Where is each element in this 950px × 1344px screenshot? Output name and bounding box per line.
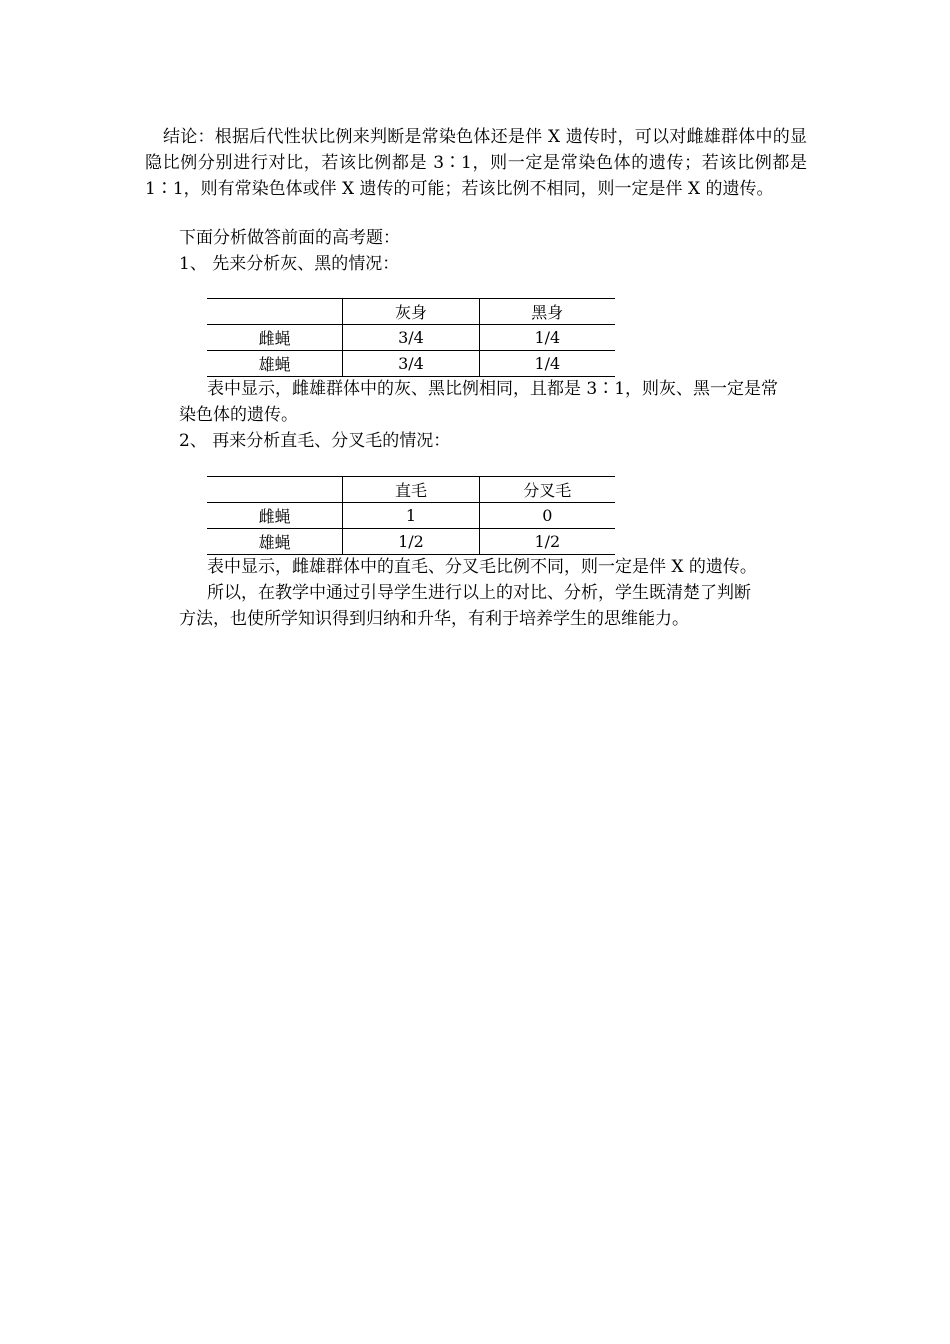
- table-header-cell: 分叉毛: [479, 477, 615, 503]
- color-ratio-table: [207, 298, 615, 377]
- hair-ratio-table: [207, 476, 615, 555]
- section2-note: 表中显示，雌雄群体中的直毛、分叉毛比例不同，则一定是伴 X 的遗传。: [207, 557, 757, 577]
- table-header-cell: 直毛: [343, 477, 479, 503]
- table-header-row: [207, 477, 615, 503]
- table-cell: [207, 299, 343, 325]
- table-row: [207, 325, 615, 351]
- table-cell: 1/2: [343, 529, 479, 555]
- table-cell: 0: [479, 503, 615, 529]
- table-row: [207, 529, 615, 555]
- table-cell: [207, 477, 343, 503]
- section1-note-line1: 表中显示，雌雄群体中的灰、黑比例相同，且都是 3∶1，则灰、黑一定是常: [207, 379, 779, 399]
- table-cell: 1/4: [479, 325, 615, 351]
- row-label: 雌蝇: [207, 503, 343, 529]
- conclusion-paragraph: 结论：根据后代性状比例来判断是常染色体还是伴 X 遗传时，可以对雌雄群体中的显隐比例分别进行对比，若该比例都是 3∶1，则一定是常染色体的遗传；若该比例都是 1∶1，则有常染色体或伴 X 遗传的可能；若该比例不相同，则一定是伴 X 的遗传。: [145, 127, 807, 199]
- summary-line1: 所以，在教学中通过引导学生进行以上的对比、分析，学生既清楚了判断: [207, 583, 751, 603]
- table-row: [207, 351, 615, 377]
- table-cell: 3/4: [343, 351, 479, 377]
- table-header-row: [207, 299, 615, 325]
- table-row: [207, 503, 615, 529]
- table-cell: 3/4: [343, 325, 479, 351]
- section1-note-line2: 染色体的遗传。: [179, 405, 298, 425]
- section2-heading: 2、 再来分析直毛、分叉毛的情况：: [179, 431, 451, 451]
- row-label: 雄蝇: [207, 351, 343, 377]
- section1-heading: 1、 先来分析灰、黑的情况：: [179, 254, 400, 274]
- row-label: 雄蝇: [207, 529, 343, 555]
- table-cell: 1/4: [479, 351, 615, 377]
- table-header-cell: 灰身: [343, 299, 479, 325]
- summary-line2: 方法，也使所学知识得到归纳和升华，有利于培养学生的思维能力。: [179, 609, 689, 629]
- table-cell: 1/2: [479, 529, 615, 555]
- table-cell: 1: [343, 503, 479, 529]
- row-label: 雌蝇: [207, 325, 343, 351]
- intro-line: 下面分析做答前面的高考题：: [179, 228, 400, 248]
- table-header-cell: 黑身: [479, 299, 615, 325]
